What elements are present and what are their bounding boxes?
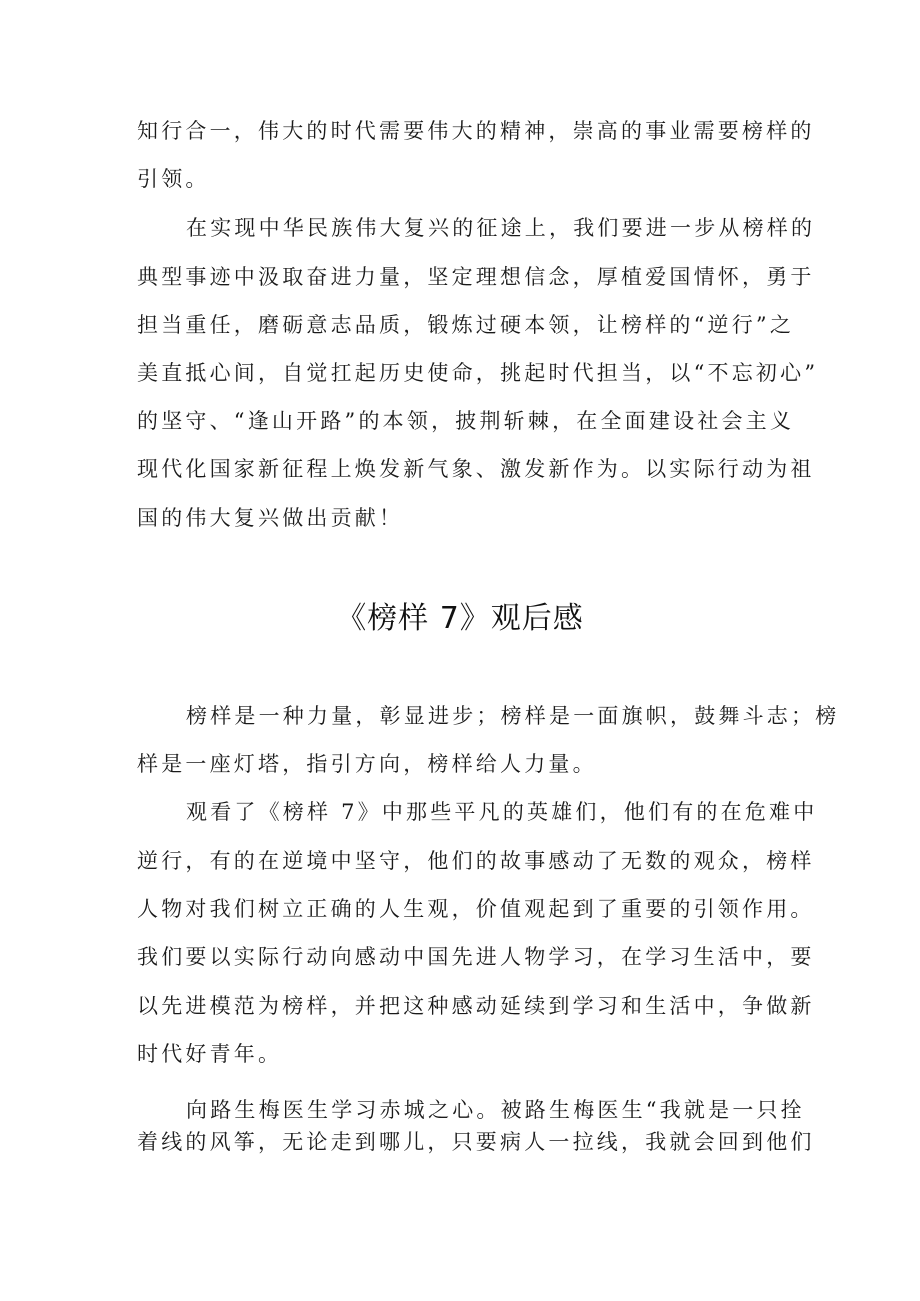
paragraph-line: 逆行，有的在逆境中坚守，他们的故事感动了无数的观众，榜样 (137, 849, 815, 873)
paragraph-line: 美直抵心间，自觉扛起历史使命，挑起时代担当，以“不忘初心” (137, 361, 819, 385)
paragraph-line: 向路生梅医生学习赤城之心。被路生梅医生“我就是一只拴 (186, 1098, 805, 1122)
paragraph-line: 的坚守、“逢山开路”的本领，披荆斩棘，在全面建设社会主义 (137, 409, 795, 433)
paragraph-line: 样是一座灯塔，指引方向，榜样给人力量。 (137, 752, 597, 776)
paragraph-line: 时代好青年。 (137, 1042, 283, 1066)
paragraph-line: 国的伟大复兴做出贡献！ (137, 506, 404, 530)
paragraph-line: 以先进模范为榜样，并把这种感动延续到学习和生活中，争做新 (137, 994, 815, 1018)
paragraph-line: 引领。 (137, 167, 210, 191)
paragraph-line: 典型事迹中汲取奋进力量，坚定理想信念，厚植爱国情怀，勇于 (137, 265, 815, 289)
paragraph-line: 观看了《榜样 7》中那些平凡的英雄们，他们有的在危难中 (186, 800, 818, 824)
paragraph-line: 人物对我们树立正确的人生观，价值观起到了重要的引领作用。 (137, 897, 815, 921)
paragraph-line: 在实现中华民族伟大复兴的征途上，我们要进一步从榜样的 (186, 216, 816, 240)
paragraph-line: 我们要以实际行动向感动中国先进人物学习，在学习生活中，要 (137, 945, 815, 969)
section-title: 《榜样 7》观后感 (336, 601, 584, 636)
paragraph-line: 现代化国家新征程上焕发新气象、激发新作为。以实际行动为祖 (137, 457, 815, 481)
paragraph-line: 榜样是一种力量，彰显进步；榜样是一面旗帜，鼓舞斗志；榜 (186, 704, 840, 728)
paragraph-line: 着线的风筝，无论走到哪儿，只要病人一拉线，我就会回到他们 (137, 1130, 815, 1154)
paragraph-line: 担当重任，磨砺意志品质，锻炼过硬本领，让榜样的“逆行”之 (137, 313, 795, 337)
paragraph-line: 知行合一，伟大的时代需要伟大的精神，崇高的事业需要榜样的 (137, 119, 815, 143)
